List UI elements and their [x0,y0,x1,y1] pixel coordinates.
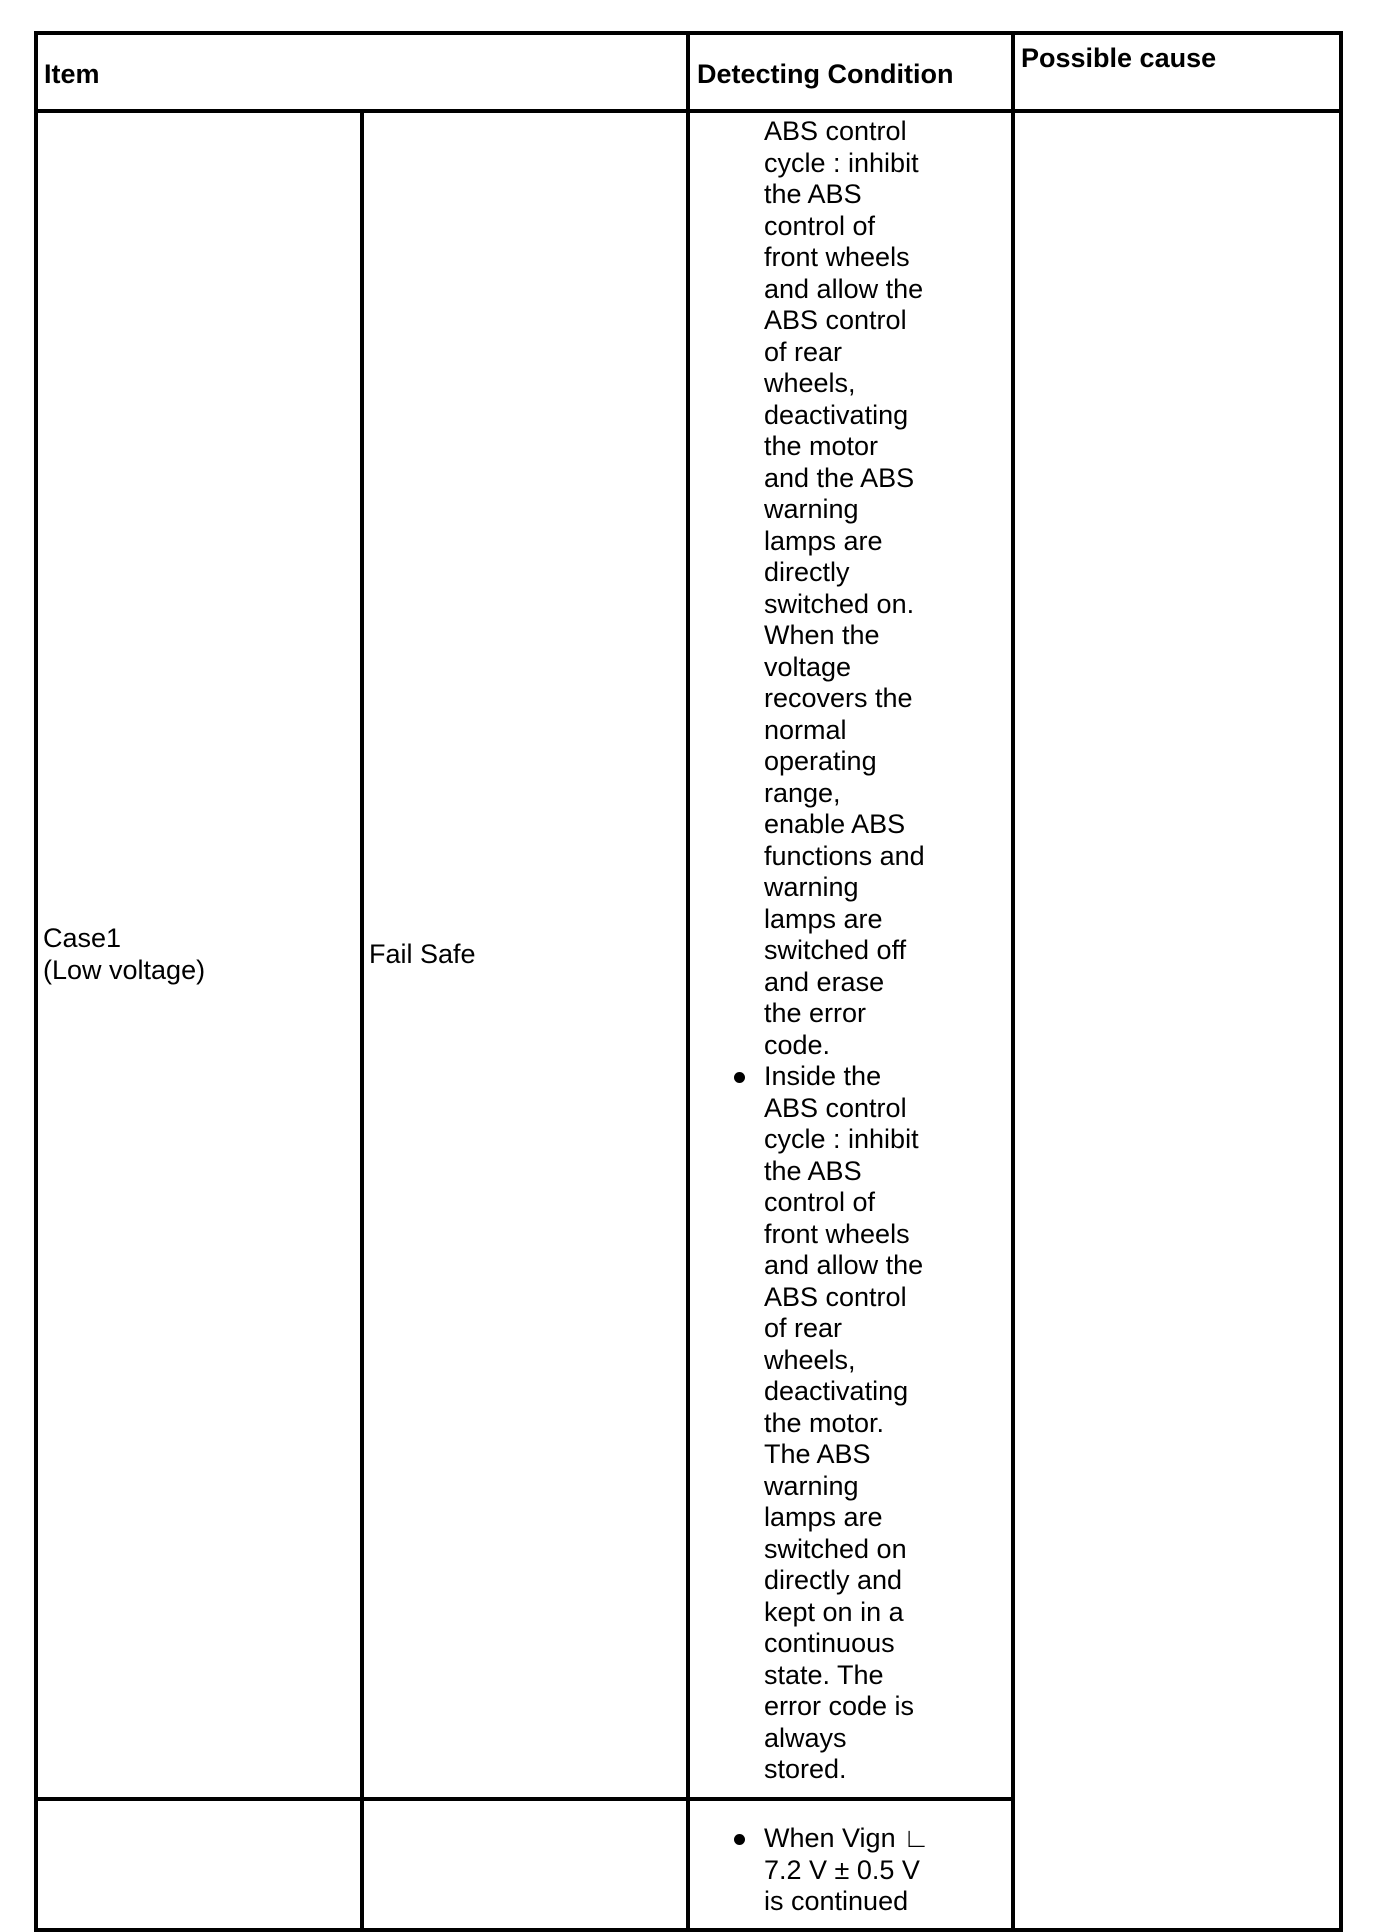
condition-text-line: always [764,1722,847,1753]
condition-text-line: switched off [764,935,907,965]
condition-text-line: wheels, [764,368,856,398]
condition-text-line: switched on [764,1533,907,1564]
condition-text-line: ABS control [764,305,907,335]
condition-text-line: control of [764,210,876,241]
condition-text-line: stored. [764,1754,847,1784]
condition-text-line: is continued [764,1886,909,1916]
condition-text-line: voltage [764,651,852,682]
condition-text-line: When Vign ∟ [764,1823,930,1853]
condition-text-line: and allow the [764,273,924,304]
column-divider-item-sub [360,111,364,1930]
condition-text-line: the ABS [764,179,862,209]
condition-text-line: of rear [764,1313,843,1343]
condition-text-line: warning [764,872,859,902]
header-item: Item [44,59,100,89]
bullet-icon [734,1072,745,1083]
condition-text-line: the error [764,998,867,1028]
condition-text-line: switched on. [764,588,915,619]
condition-text-line: lamps are [764,1502,883,1532]
condition-text-line: functions and [764,840,925,871]
bullet-icon [734,1834,745,1845]
row-divider [34,1797,1013,1801]
condition-text-line: cycle : inhibit [764,1124,919,1154]
header-detecting-condition: Detecting Condition [697,59,954,89]
condition-text-line: and allow the [764,1250,924,1280]
condition-text-line: normal [764,714,847,745]
condition-text-line: warning [764,494,859,524]
table-border-left [34,31,38,1932]
condition-text-line: of rear [764,336,843,367]
condition-text-line: directly [764,557,850,587]
condition-text-line: operating [764,746,877,776]
condition-text-line: lamps are [764,903,883,934]
condition-text-line: directly and [764,1565,903,1595]
column-divider-condition-cause [1011,35,1015,1930]
condition-text-line: recovers the [764,683,913,713]
condition-text-line: warning [764,1470,859,1501]
row1-condition-bullet [764,1061,1004,1786]
condition-text-line: state. The [764,1659,884,1690]
condition-text-line: cycle : inhibit [764,147,919,178]
condition-text-line: deactivating [764,399,909,430]
condition-text-line: front wheels [764,242,910,272]
condition-text-line: ABS control [764,116,907,146]
condition-text-line: kept on in a [764,1596,904,1627]
condition-text-line: code. [764,1029,831,1060]
condition-text-line: error code is [764,1691,915,1721]
condition-text-line: front wheels [764,1218,910,1249]
condition-text-line: continuous [764,1628,895,1658]
row1-condition-continued [764,116,1004,1061]
condition-text-line: enable ABS [764,809,906,839]
condition-text-line: 7.2 V ± 0.5 V [764,1854,920,1885]
condition-text-line: range, [764,777,841,808]
condition-text-line: The ABS [764,1439,871,1469]
condition-text-line: ABS control [764,1281,907,1312]
condition-text-line: deactivating [764,1376,909,1406]
condition-text-line: ABS control [764,1092,907,1123]
condition-text-line: control of [764,1187,876,1217]
condition-text-line: lamps are [764,525,883,556]
condition-text-line: the motor [764,431,879,461]
column-divider-sub-condition [686,35,690,1930]
row1-item: Case1 (Low voltage) [43,923,206,985]
condition-text-line: and the ABS [764,462,915,493]
condition-text-line: the motor. [764,1407,885,1438]
condition-text-line: the ABS [764,1155,862,1186]
condition-text-line: wheels, [764,1344,856,1375]
row2-condition-bullet [764,1823,1004,1918]
condition-text-line: and erase [764,966,885,997]
condition-text-line: Inside the [764,1061,882,1091]
row1-sub-item: Fail Safe [369,939,476,969]
table-border-right [1339,31,1343,1932]
condition-text-line: When the [764,620,880,650]
header-possible-cause: Possible cause [1021,43,1217,73]
